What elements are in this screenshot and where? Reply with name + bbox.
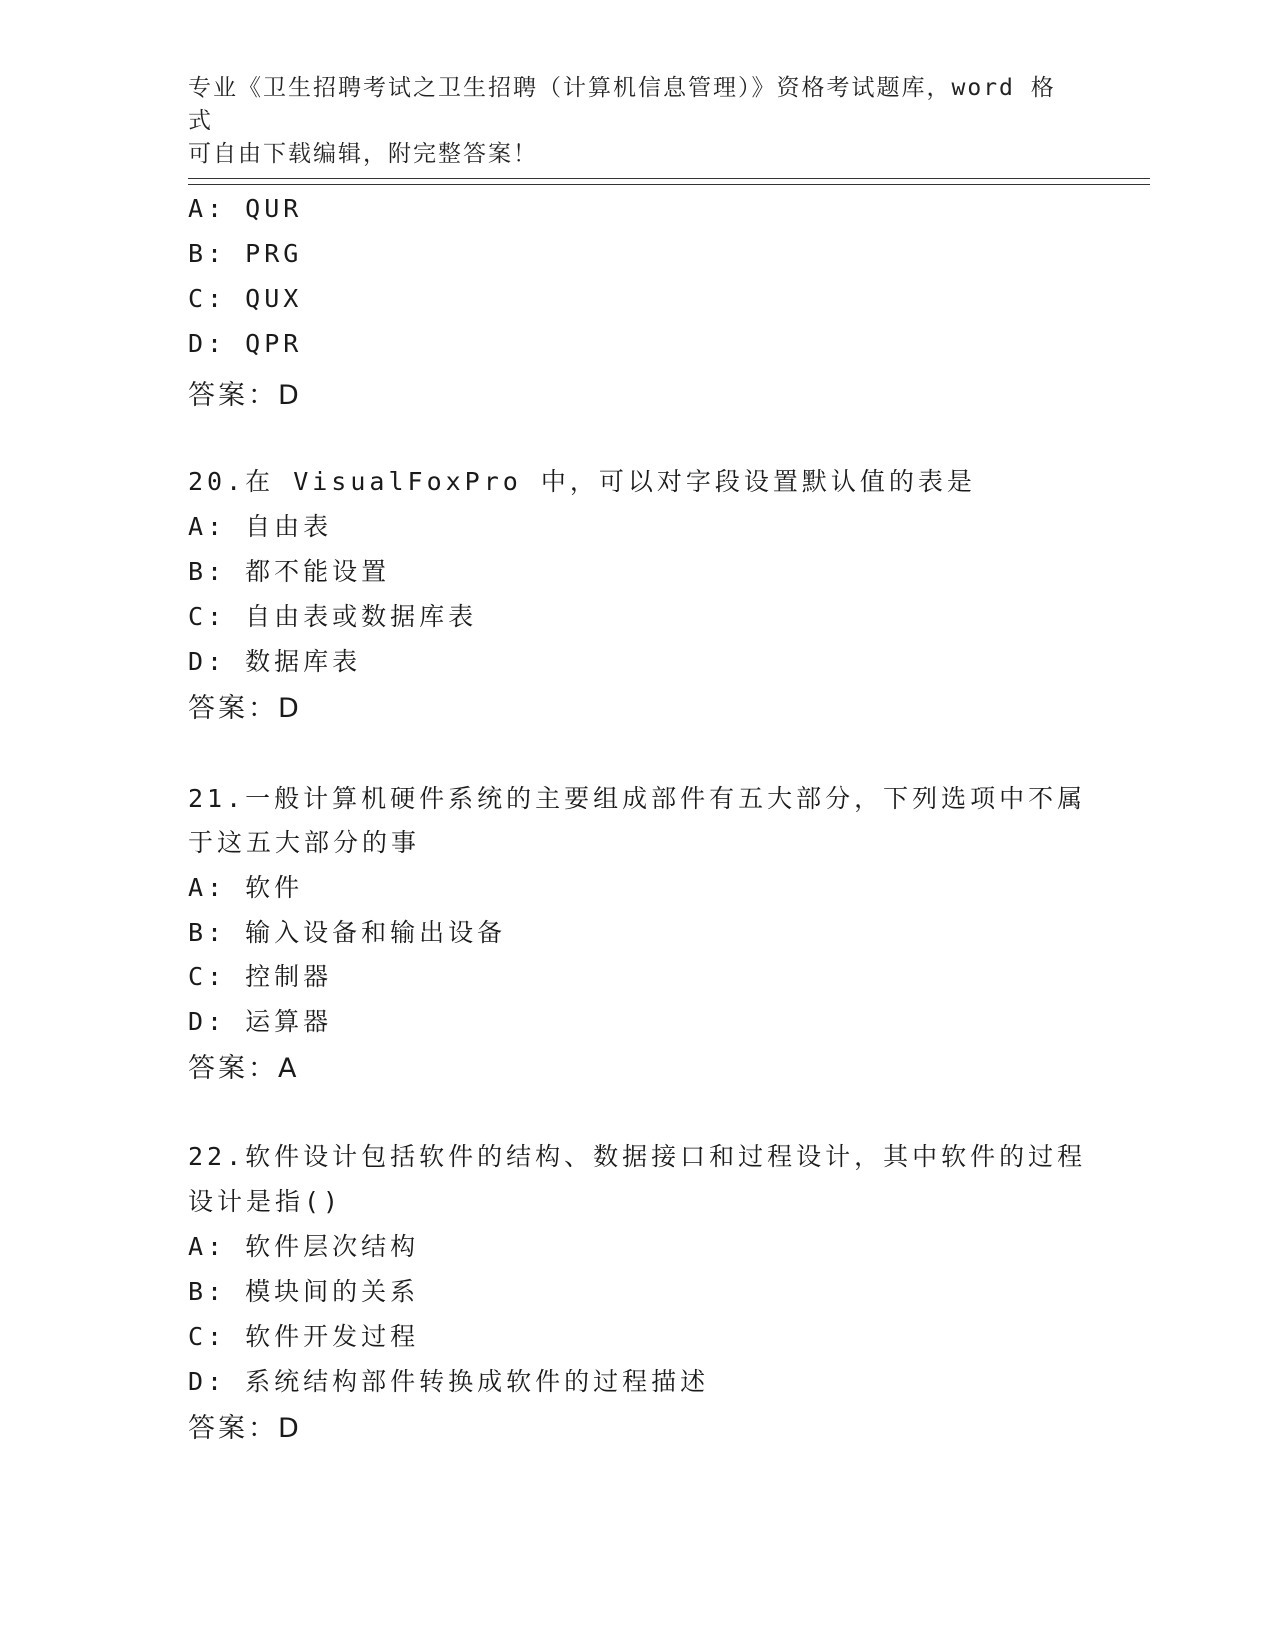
q21-option-a: A: 软件	[188, 873, 304, 902]
q22-answer: 答案：D	[188, 1413, 302, 1444]
q19-answer: 答案：D	[188, 380, 302, 411]
q22-option-b: B: 模块间的关系	[188, 1277, 420, 1306]
document-header	[188, 72, 1068, 171]
q22-option-d: D: 系统结构部件转换成软件的过程描述	[188, 1367, 710, 1396]
q22-option-a: A: 软件层次结构	[188, 1232, 420, 1261]
q22-option-c: C: 软件开发过程	[188, 1322, 420, 1351]
q19-option-c: C: QUX	[188, 284, 303, 313]
q21-option-b: B: 输入设备和输出设备	[188, 918, 507, 947]
q21-question-line-1: 21.一般计算机硬件系统的主要组成部件有五大部分，下列选项中不属	[188, 784, 1087, 813]
q20-question: 20.在 VisualFoxPro 中，可以对字段设置默认值的表是	[188, 467, 976, 496]
q19-option-a: A: QUR	[188, 194, 303, 223]
q21-option-c: C: 控制器	[188, 962, 333, 991]
q19-option-b: B: PRG	[188, 239, 303, 268]
header-line-2: 可自由下载编辑，附完整答案！	[188, 141, 538, 167]
q19-option-d: D: QPR	[188, 329, 303, 358]
q22-question-line-1: 22.软件设计包括软件的结构、数据接口和过程设计，其中软件的过程	[188, 1142, 1087, 1171]
q20-option-c: C: 自由表或数据库表	[188, 602, 478, 631]
q20-option-b: B: 都不能设置	[188, 557, 391, 586]
q22-question-line-2: 设计是指()	[188, 1187, 343, 1216]
header-divider-bottom	[188, 184, 1150, 185]
q20-answer: 答案：D	[188, 693, 302, 724]
q20-option-d: D: 数据库表	[188, 647, 362, 676]
q21-option-d: D: 运算器	[188, 1007, 333, 1036]
header-divider-top	[188, 178, 1150, 179]
q21-answer: 答案：A	[188, 1053, 300, 1084]
q20-option-a: A: 自由表	[188, 512, 333, 541]
header-line-1: 专业《卫生招聘考试之卫生招聘（计算机信息管理）》资格考试题库，word 格式	[188, 75, 1056, 134]
q21-question-line-2: 于这五大部分的事	[188, 828, 421, 857]
